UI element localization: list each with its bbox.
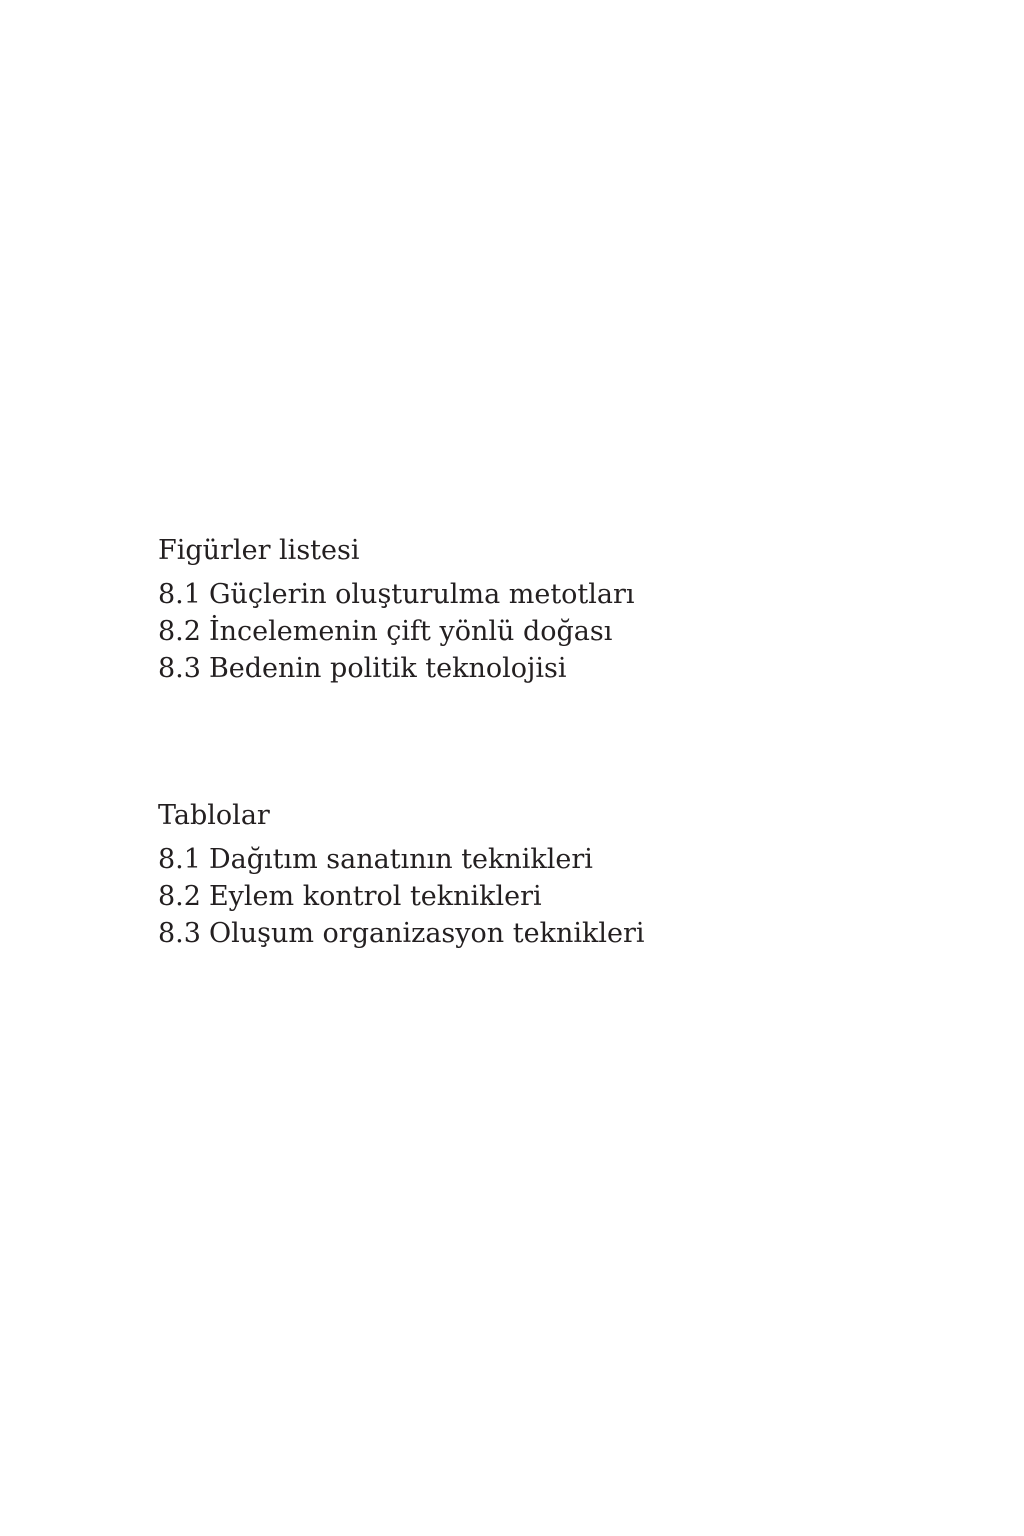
figures-list-title: Figürler listesi <box>158 535 360 566</box>
tables-list-section <box>158 797 645 952</box>
figure-entry <box>158 576 635 613</box>
figure-entry-number: 8.3 <box>158 653 201 684</box>
table-entry-text: Eylem kontrol teknikleri <box>208 881 542 912</box>
table-entry-text: Dağıtım sanatının teknikleri <box>208 844 593 875</box>
figure-entry-number: 8.1 <box>158 579 201 610</box>
figure-entry-text: İncelemenin çift yönlü doğası <box>208 616 613 647</box>
figure-entry <box>158 650 635 687</box>
figures-list-section <box>158 532 635 687</box>
figure-entry <box>158 613 635 650</box>
tables-list-title: Tablolar <box>158 800 270 831</box>
table-entry <box>158 878 645 915</box>
table-entry-number: 8.2 <box>158 881 201 912</box>
table-entry-text: Oluşum organizasyon teknikleri <box>208 918 645 949</box>
table-entry <box>158 841 645 878</box>
figure-entry-text: Güçlerin oluşturulma metotları <box>208 579 635 610</box>
table-entry <box>158 915 645 952</box>
figure-entry-number: 8.2 <box>158 616 201 647</box>
table-entry-number: 8.3 <box>158 918 201 949</box>
figure-entry-text: Bedenin politik teknolojisi <box>208 653 567 684</box>
table-entry-number: 8.1 <box>158 844 201 875</box>
